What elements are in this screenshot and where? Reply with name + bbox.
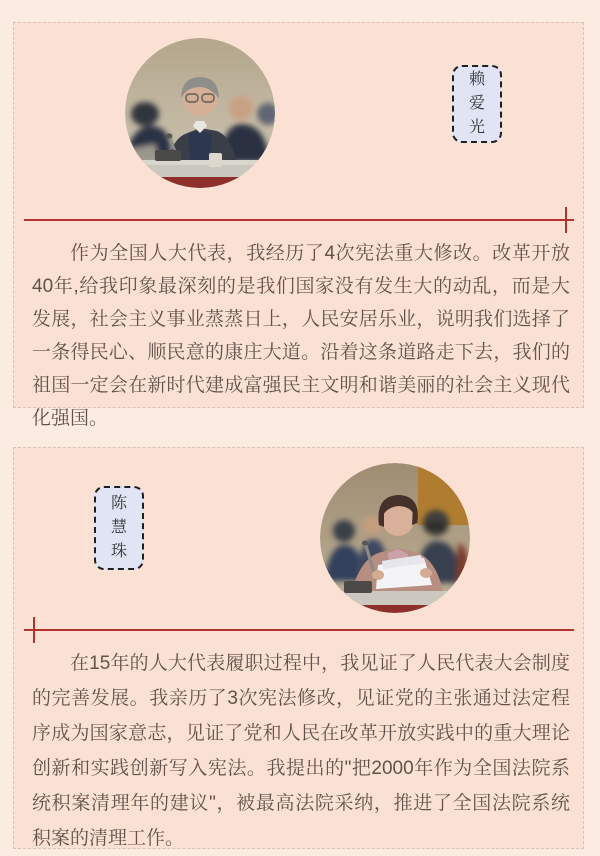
red-divider [24, 219, 574, 221]
name-char: 珠 [110, 543, 127, 560]
profile-card-chen-huizhu [13, 447, 584, 849]
name-char: 慧 [110, 519, 127, 536]
red-divider [24, 629, 574, 631]
name-badge-lai-aiguang [452, 65, 502, 143]
woman-speaking-photo-illustration [320, 463, 470, 613]
quote-text-chen-huizhu: 在15年的人大代表履职过程中，我见证了人民代表大会制度的完善发展。我亲历了3次宪法修改，见证党的主张通过法定程序成为国家意志，见证了党和人民在改革开放实践中的重大理论创新和实践创新写入宪法。我提出的"把2000年作为全国法院系统积案清理年的建议"，被最高法院采纳，推进了全国法院系统积案的清理工作。 [32, 653, 570, 849]
man-speaking-photo-illustration [125, 38, 275, 188]
name-char: 赖 [468, 71, 485, 88]
divider-end-tick [565, 207, 567, 233]
quote-text-lai-aiguang: 作为全国人大代表，我经历了4次宪法重大修改。改革开放40年,给我印象最深刻的是我们国家没有发生大的动乱，而是大发展，社会主义事业蒸蒸日上，人民安居乐业，说明我们选择了一条得民心、顺民意的康庄大道。沿着这条道路走下去，我们的祖国一定会在新时代建成富强民主文明和谐美丽的社会主义现代化强国。 [32, 243, 570, 429]
photo-lai-aiguang [125, 38, 275, 188]
profile-card-lai-aiguang [13, 22, 584, 429]
divider-end-tick [33, 617, 35, 643]
name-char: 陈 [110, 495, 127, 512]
name-char: 爱 [468, 95, 485, 112]
name-badge-chen-huizhu [94, 486, 144, 570]
photo-chen-huizhu [320, 463, 470, 613]
name-char: 光 [468, 119, 485, 136]
